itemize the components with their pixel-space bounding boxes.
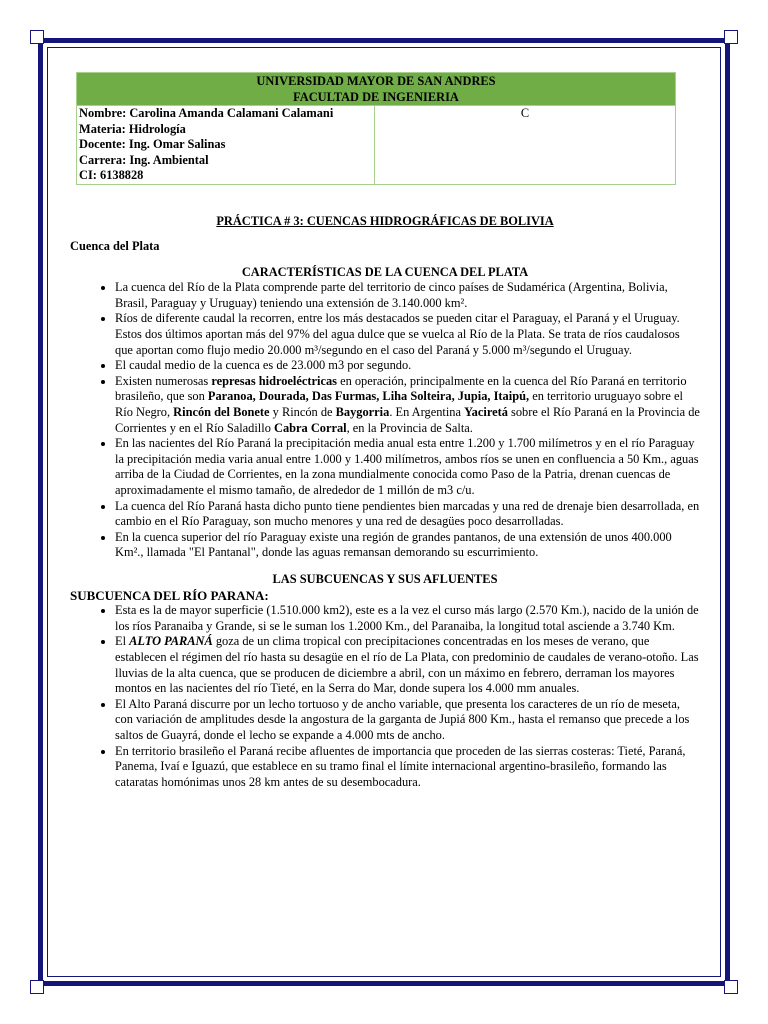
- bold-run: Paranoa, Dourada, Das Furmas, Liha Solteira, Jupia, Itaipú,: [207, 389, 530, 404]
- ci-number: CI: 6138828: [79, 168, 144, 182]
- text-run: en territorio uruguayo sobre el Río Negro,: [115, 389, 683, 420]
- bold-run: represas hidroeléctricas: [211, 373, 337, 388]
- border-corner-ornament: [30, 30, 44, 44]
- teacher: Docente: Ing. Omar Salinas: [79, 137, 226, 151]
- list-item: [115, 374, 700, 436]
- border-corner-ornament: [30, 980, 44, 994]
- text-run: . En Argentina: [389, 405, 465, 420]
- text-run: , en la Provincia de Salta.: [346, 420, 473, 435]
- bold-run: Cabra Corral: [274, 420, 347, 435]
- section-title-characteristics: CARACTERÍSTICAS DE LA CUENCA DEL PLATA: [241, 264, 529, 279]
- right-cell: C: [375, 106, 676, 185]
- subsection-title-parana: SUBCUENCA DEL RÍO PARANA:: [70, 587, 269, 603]
- bold-italic-run: ALTO PARANÁ: [129, 634, 213, 649]
- section-title-subbasins: LAS SUBCUENCAS Y SUS AFLUENTES: [272, 571, 498, 586]
- header-table: [76, 72, 676, 185]
- list-item: • La cuenca del Río Paraná hasta dicho punto tiene pendientes bien marcadas y una red de drenaje bien desarrollada, en cambio en el Río Paraguay, son mucho menores y una red de desagües poco desarrolladas.: [115, 499, 700, 530]
- text-run: sobre el Río Paraná en la Provincia de Corrientes y en el Río Saladillo: [115, 405, 700, 435]
- document-body: [70, 72, 700, 790]
- text-run: El: [115, 634, 130, 649]
- text-run: Existen numerosas: [115, 373, 212, 388]
- bold-run: Rincón del Bonete: [173, 405, 270, 420]
- list-item: • La cuenca del Río de la Plata comprende parte del territorio de cinco países de Sudamérica (Argentina, Bolivia, Brasil, Paraguay y Uruguay) teniendo una extensión de 3.140.000 km².: [115, 280, 700, 311]
- career: Carrera: Ing. Ambiental: [79, 152, 209, 167]
- text-run: goza de un clima tropical con precipitaciones concentradas en los meses de verano, que establecen el régimen del río hasta su desagüe en el río de La Plata, con predominio de caudales de verano-otoño. Las lluvias de la alta cuenca, que se producen de diciembre a abril, con un máximo en febrero, derraman los mayores montos en las nacientes del río Tieté, en la Serra do Mar, donde supera los 4.000 mm anuales.: [115, 634, 699, 696]
- list-item: [115, 634, 700, 696]
- subject: Materia: Hidrología: [79, 121, 186, 136]
- practice-title: PRÁCTICA # 3: CUENCAS HIDROGRÁFICAS DE BOLIVIA: [216, 213, 554, 228]
- basin-label: Cuenca del Plata: [70, 239, 160, 254]
- list-item: • En territorio brasileño el Paraná recibe afluentes de importancia que proceden de las sierras costeras: Tieté, Paraná, Panema, Ivaí e Iguazú, que establece en su tramo final el límite internacional argentino-brasileño, formando las cataratas homónimas unos 28 km antes de su desembocadura.: [115, 744, 700, 791]
- characteristics-list: [70, 280, 700, 561]
- list-item: • El Alto Paraná discurre por un lecho tortuoso y de ancho variable, que presenta los caracteres de un río de meseta, con variación de amplitudes desde la angostura de la garganta de Jupiá 800 Km., hasta el remanso que precede a los saltos de Guayrá, donde el lecho se expande a 4.000 mts de ancho.: [115, 697, 700, 744]
- list-item: • Ríos de diferente caudal la recorren, entre los más destacados se pueden citar el Paraguay, el Paraná y el Uruguay. Estos dos últimos aportan más del 97% del agua dulce que se vuelca al Río de la Plata. Se trata de ríos caudalosos que aportan como flujo medio 20.000 m³/segundo en el caso del Paraná y 5.000 m³/segundo el Uruguay.: [115, 311, 700, 358]
- student-name: Nombre: Carolina Amanda Calamani Calamani: [79, 106, 334, 120]
- institution-cell: [77, 73, 676, 106]
- bold-run: Baygorria: [335, 405, 390, 420]
- parana-list: [70, 603, 700, 790]
- faculty-name: FACULTAD DE INGENIERIA: [293, 89, 459, 104]
- list-item: • En las nacientes del Río Paraná la precipitación media anual esta entre 1.200 y 1.700 milímetros y en el río Paraguay la precipitación media varia anual entre 1.000 y 1.400 milímetros, ambos ríos se unen en confluencia a 50 Km., aguas arriba de la Ciudad de Corrientes, en la zona mundialmente conocida como Paso de la Patria, drenan cuencas de aproximadamente el mismo tamaño, de alrededor de 1 millón de m3 c/u.: [115, 436, 700, 498]
- list-item: • Esta es la de mayor superficie (1.510.000 km2), este es a la vez el curso más largo (2.570 Km.), nacido de la unión de los ríos Paranaiba y Grande, si se le suman los 1.2000 Km., del Paranaiba, la longitud total asciende a 3.740 Km.: [115, 603, 700, 634]
- border-corner-ornament: [724, 30, 738, 44]
- border-corner-ornament: [724, 980, 738, 994]
- list-item: • En la cuenca superior del río Paraguay existe una región de grandes pantanos, de una extensión de unos 400.000 Km²., llamada "El Pantanal", donde las aguas remansan demorando su escurrimiento.: [115, 530, 700, 561]
- bold-run: Yaciretá: [464, 405, 508, 420]
- text-run: y Rincón de: [269, 405, 336, 420]
- list-item: • El caudal medio de la cuenca es de 23.000 m3 por segundo.: [115, 358, 700, 374]
- text-run: en operación, principalmente en la cuenca del Río Paraná en territorio brasileño, que son: [115, 373, 687, 404]
- university-name: UNIVERSIDAD MAYOR DE SAN ANDRES: [256, 74, 496, 88]
- student-info-cell: [77, 106, 375, 185]
